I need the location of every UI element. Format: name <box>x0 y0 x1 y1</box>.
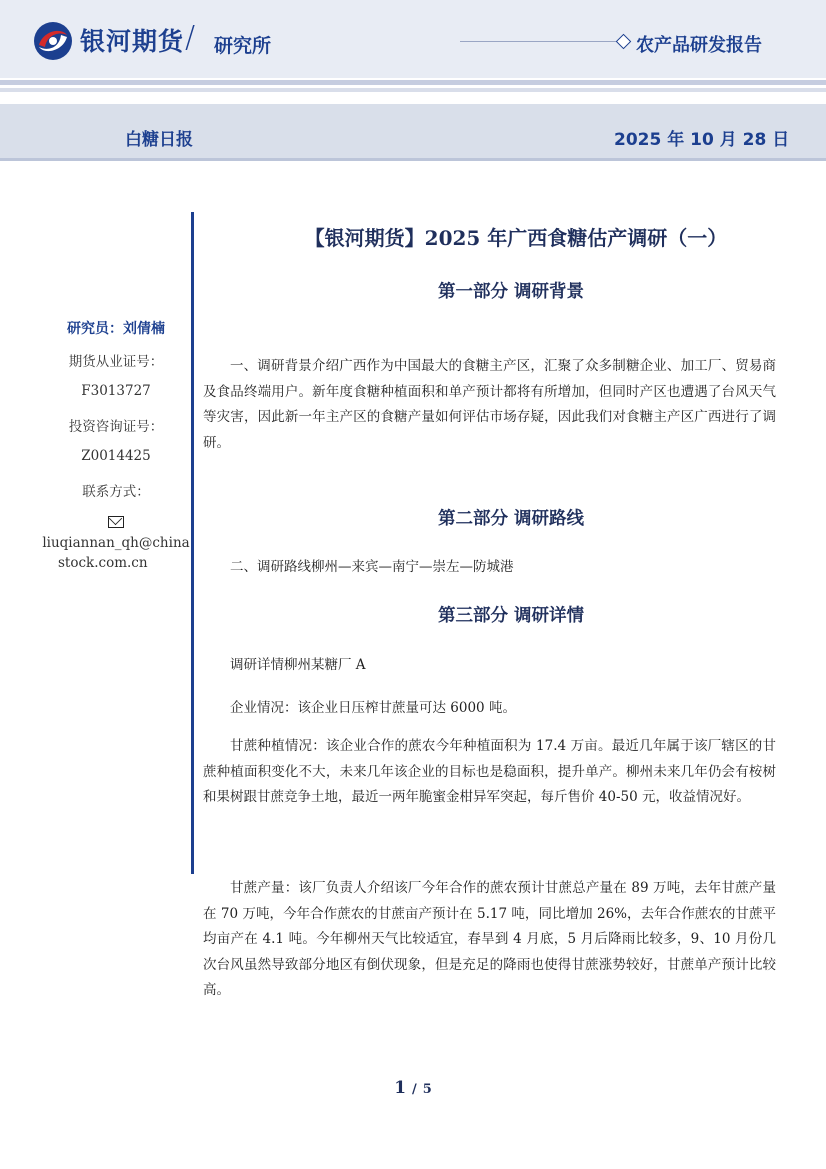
part3-heading: 第三部分 调研详情 <box>437 606 585 626</box>
license-label: 期货从业证号： <box>68 354 164 370</box>
page-total: 5 <box>422 1082 432 1097</box>
page-number <box>380 1078 446 1098</box>
enterprise-paragraph: 企业情况：该企业日压榨甘蔗量可达 6000 吨。 <box>230 700 516 716</box>
header-stripe-light <box>0 88 826 92</box>
license-number: F3013727 <box>81 383 151 399</box>
document-title: 【银河期货】2025 年广西食糖估产调研（一） <box>304 226 728 250</box>
mail-icon <box>108 516 124 528</box>
email-line-1: liuqiannan_qh@china <box>42 535 190 551</box>
planting-paragraph: 甘蔗种植情况：该企业合作的蔗农今年种植面积为 17.4 万亩。最近几年属于该厂辖区的甘蔗种植面积变化不大，未来几年该企业的目标也是稳面积，提升单产。柳州未来几年仍会有桉树和果树跟甘蔗竞争土地，最近一两年脆蜜金柑异军突起，每斤售价 40-50 元，收益情况好。 <box>203 738 776 805</box>
header-stripe <box>0 80 826 85</box>
part2-heading: 第二部分 调研路线 <box>437 509 585 529</box>
detail-line: 调研详情柳州某糖厂 A <box>230 657 366 673</box>
title-banner-border <box>0 158 826 161</box>
brand-slash: / <box>185 20 196 55</box>
report-date: 2025 年 10 月 28 日 <box>614 130 790 150</box>
part1-heading: 第一部分 调研背景 <box>437 282 585 302</box>
part1-paragraph: 一、调研背景介绍广西作为中国最大的食糖主产区，汇聚了众多制糖企业、加工厂、贸易商及食品终端用户。新年度食糖种植面积和单产预计都将有所增加，但同时产区也遭遇了台风天气等灾害，因此新一年主产区的食糖产量如何评估市场存疑，因此我们对食糖主产区广西进行了调研。 <box>203 358 776 451</box>
department-name: 研究所 <box>214 35 272 57</box>
contact-label: 联系方式： <box>82 484 150 500</box>
output-paragraph: 甘蔗产量：该厂负责人介绍该厂今年合作的蔗农预计甘蔗总产量在 89 万吨，去年甘蔗产量在 70 万吨，今年合作蔗农的甘蔗亩产预计在 5.17 吨，同比增加 26%，去年合作蔗农的甘蔗平均亩产在 4.1 吨。今年柳州天气比较适宜，春旱到 4 月底，5 月后降雨比较多，9、10 月份几次台风虽然导致部分地区有倒伏现象，但是充足的降雨也使得甘蔗涨势较好，甘蔗单产预计比较高。 <box>203 880 776 998</box>
page-separator: / <box>412 1082 417 1097</box>
advisory-label: 投资咨询证号： <box>68 419 164 435</box>
page-current: 1 <box>394 1078 407 1098</box>
advisory-number: Z0014425 <box>81 448 151 464</box>
researcher-name: 研究员：刘倩楠 <box>67 321 165 337</box>
email-address[interactable] <box>40 513 192 573</box>
report-name: 白糖日报 <box>125 130 193 150</box>
part2-paragraph: 二、调研路线柳州—来宾—南宁—崇左—防城港 <box>230 559 514 575</box>
brand-name: 银河期货 <box>80 27 185 56</box>
galaxy-logo-icon <box>33 21 73 61</box>
email-line-2: stock.com.cn <box>58 555 148 571</box>
report-type: 农产品研发报告 <box>636 35 762 56</box>
header-divider <box>460 41 620 42</box>
